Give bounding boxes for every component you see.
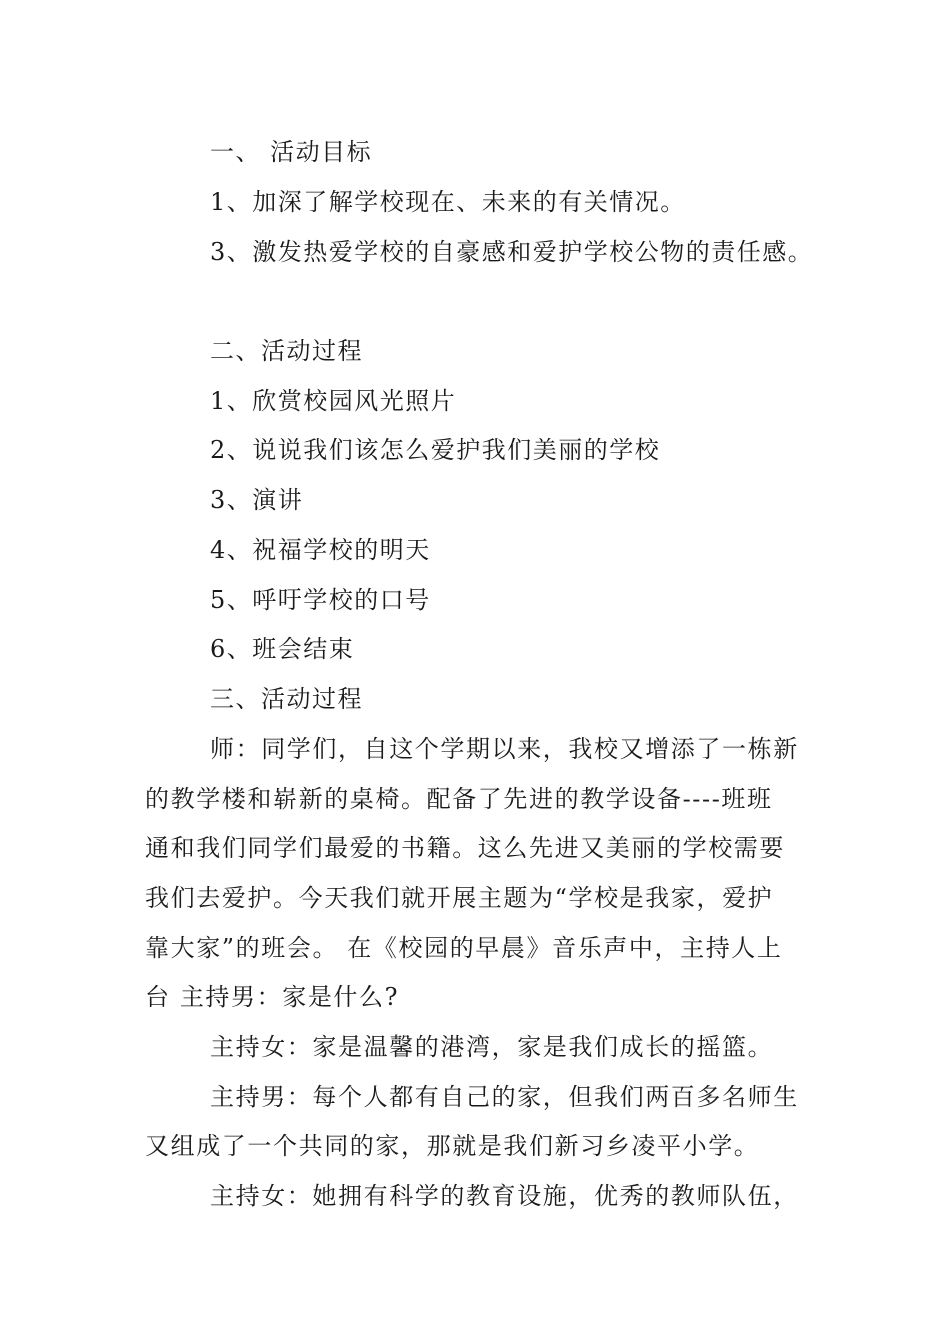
host-female-line-1: 主持女：家是温馨的港湾，家是我们成长的摇篮。 bbox=[210, 1033, 774, 1061]
host-female-line-2: 主持女：她拥有科学的教育设施，优秀的教师队伍， bbox=[210, 1182, 799, 1210]
teacher-paragraph-line: 的教学楼和崭新的桌椅。配备了先进的教学设备----班班 bbox=[145, 785, 773, 813]
host-male-paragraph-line: 主持男：每个人都有自己的家，但我们两百多名师生 bbox=[210, 1083, 799, 1111]
teacher-paragraph-line: 我们去爱护。今天我们就开展主题为“学校是我家，爱护 bbox=[145, 884, 774, 912]
teacher-paragraph-line: 靠大家”的班会。 在《校园的早晨》音乐声中，主持人上 bbox=[145, 934, 783, 962]
process-item-1: 1、欣赏校园风光照片 bbox=[210, 387, 457, 415]
process-item-6: 6、班会结束 bbox=[210, 635, 355, 663]
goals-heading: 一、 活动目标 bbox=[210, 138, 373, 166]
process-heading: 二、活动过程 bbox=[210, 337, 363, 365]
process-item-2: 2、说说我们该怎么爱护我们美丽的学校 bbox=[210, 436, 661, 464]
process-item-3: 3、演讲 bbox=[210, 486, 304, 514]
teacher-paragraph-line: 师：同学们，自这个学期以来，我校又增添了一栋新 bbox=[210, 735, 799, 763]
goal-item-3: 3、激发热爱学校的自豪感和爱护学校公物的责任感。 bbox=[210, 238, 814, 266]
host-male-paragraph-line: 又组成了一个共同的家，那就是我们新习乡凌平小学。 bbox=[145, 1132, 760, 1160]
process-item-5: 5、呼吁学校的口号 bbox=[210, 586, 431, 614]
teacher-paragraph-line: 通和我们同学们最爱的书籍。这么先进又美丽的学校需要 bbox=[145, 834, 785, 862]
goal-item-1: 1、加深了解学校现在、未来的有关情况。 bbox=[210, 188, 686, 216]
teacher-paragraph-line: 台 主持男：家是什么? bbox=[145, 983, 400, 1011]
process2-heading: 三、活动过程 bbox=[210, 685, 363, 713]
process-item-4: 4、祝福学校的明天 bbox=[210, 536, 431, 564]
